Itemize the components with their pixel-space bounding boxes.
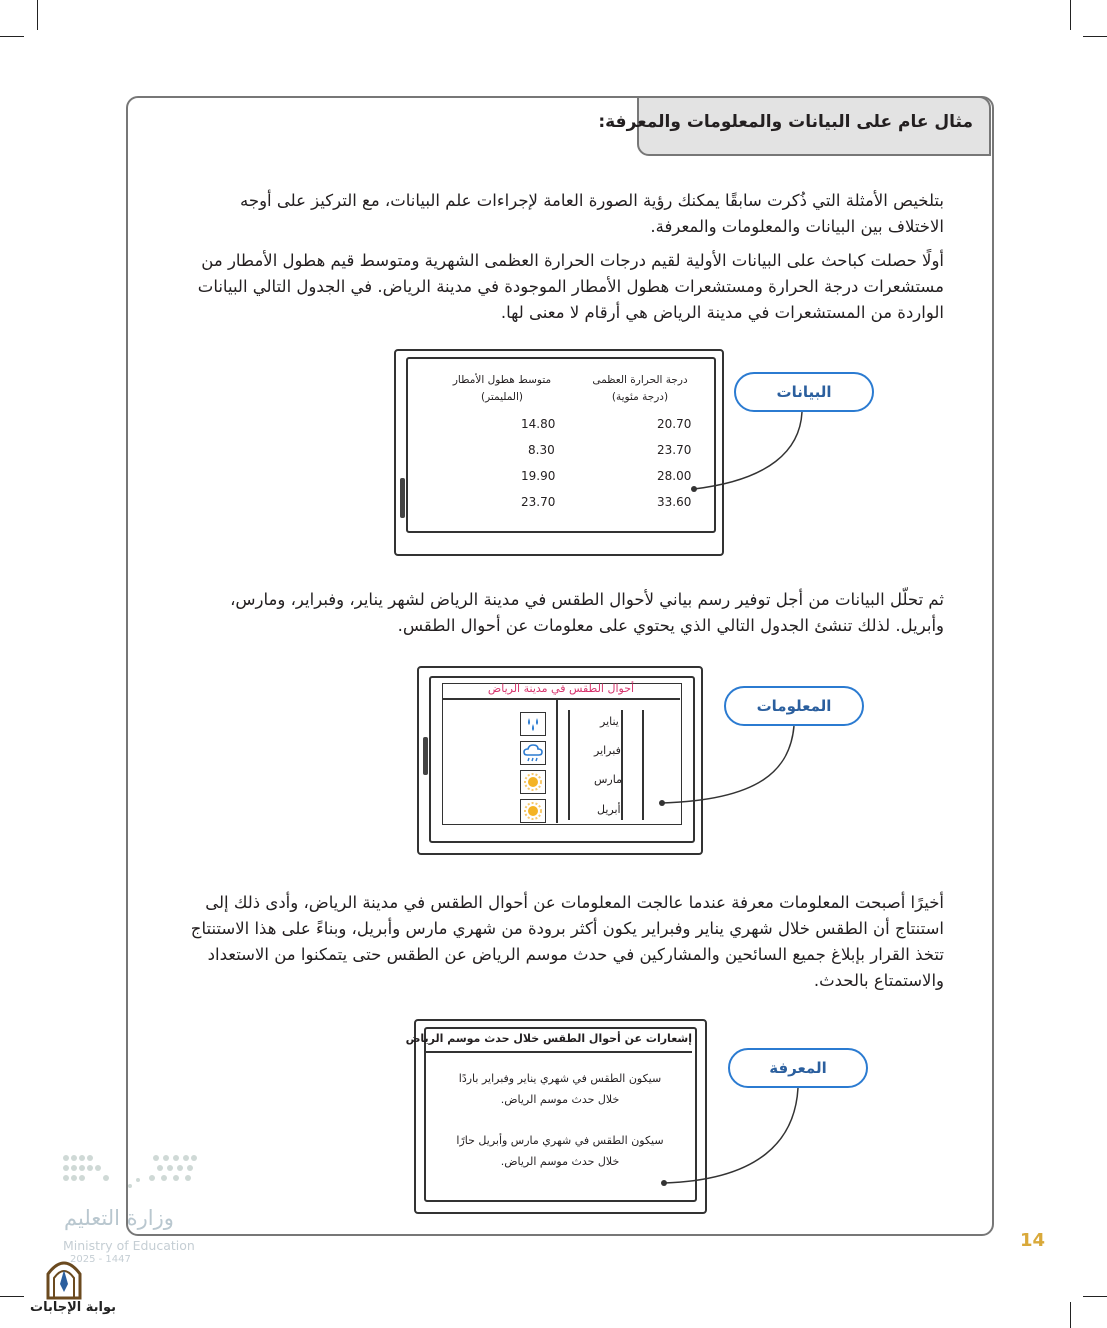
text-line: بتلخيص الأمثلة التي ذُكرت سابقًا يمكنك رؤية الصورة العامة لإجراءات علم البيانات، مع التركيز على أوجه xyxy=(240,191,944,210)
table-cell-temp: 33.60 xyxy=(657,495,692,509)
col-header-rain-line1: متوسط هطول الأمطار xyxy=(452,374,552,386)
col-header-temp-line2: (درجة مئوية) xyxy=(611,391,669,403)
month-label: يناير xyxy=(600,715,619,728)
knowledge-line: سيكون الطقس في شهري يناير وفبراير باردًا xyxy=(458,1072,662,1085)
table-cell-rain: 8.30 xyxy=(528,443,555,457)
text-line: تتخذ القرار بإبلاغ جميع السائحين والمشاركين في حدث موسم الرياض عن الطقس حتى يتمكنوا من الاستعداد xyxy=(207,945,944,964)
site-logo-icon xyxy=(44,1256,84,1300)
connector-dot xyxy=(661,1180,667,1186)
month-label: أبريل xyxy=(597,803,621,816)
col-header-rain-line2: (المليمتر) xyxy=(480,391,524,403)
table-cell-rain: 23.70 xyxy=(521,495,556,509)
col-header-temp-line1: درجة الحرارة العظمى xyxy=(592,374,688,386)
table-cell-rain: 14.80 xyxy=(521,417,556,431)
text-line: مستشعرات درجة الحرارة ومستشعرات هطول الأمطار الموجودة في مدينة الرياض. في الجدول التالي البيانات xyxy=(197,277,944,296)
text-line: ثم تحلّل البيانات من أجل توفير رسم بياني لأحوال الطقس في مدينة الرياض لشهر يناير، وفبراير، ومارس، xyxy=(230,590,944,609)
connector-dot xyxy=(659,800,665,806)
ministry-logo-dots xyxy=(60,1150,205,1195)
text-line: الواردة من المستشعرات في مدينة الرياض هي أرقام لا معنى لها. xyxy=(500,303,944,322)
section-title: مثال عام على البيانات والمعلومات والمعرفة: xyxy=(598,112,973,132)
label-data: البيانات xyxy=(734,372,874,412)
knowledge-line: خلال حدث موسم الرياض. xyxy=(500,1155,620,1168)
text-line: والاستمتاع بالحدث. xyxy=(813,971,944,990)
month-label: فبراير xyxy=(594,744,621,757)
connector-knowledge xyxy=(664,1088,798,1183)
knowledge-box-title: إشعارات عن أحوال الطقس خلال حدث موسم الرياض xyxy=(405,1032,692,1045)
connector-information xyxy=(662,726,794,803)
table-cell-temp: 28.00 xyxy=(657,469,692,483)
text-line: أخيرًا أصبحت المعلومات معرفة عندما عالجت المعلومات عن أحوال الطقس في مدينة الرياض، وأدى ذلك إلى xyxy=(205,893,944,912)
site-name: بوابة الإجابات xyxy=(30,1300,116,1315)
table-cell-rain: 19.90 xyxy=(521,469,556,483)
knowledge-line: خلال حدث موسم الرياض. xyxy=(500,1093,620,1106)
knowledge-line: سيكون الطقس في شهري مارس وأبريل حارًا xyxy=(456,1134,664,1147)
label-information: المعلومات xyxy=(724,686,864,726)
label-knowledge: المعرفة xyxy=(728,1048,868,1088)
month-label: مارس xyxy=(594,773,622,786)
text-line: استنتاج أن الطقس خلال شهري يناير وفبراير يكون أكثر برودة من شهري مارس وأبريل، وبناءً على هذا الاستنتاج xyxy=(190,919,944,938)
connector-data xyxy=(694,412,802,489)
ministry-name-english: Ministry of Education xyxy=(63,1238,195,1253)
table-cell-temp: 20.70 xyxy=(657,417,692,431)
text-line: وأبريل. لذلك تنشئ الجدول التالي الذي يحتوي على معلومات عن أحوال الطقس. xyxy=(397,616,944,635)
text-line: الاختلاف بين البيانات والمعلومات والمعرفة. xyxy=(650,217,944,236)
table-cell-temp: 23.70 xyxy=(657,443,692,457)
ministry-years: 2025 - 1447 xyxy=(70,1254,131,1265)
text-line: أولًا حصلت كباحث على البيانات الأولية لقيم درجات الحرارة العظمى الشهرية ومتوسط قيم هطول الأمطار من xyxy=(201,251,944,270)
page-number: 14 xyxy=(1020,1230,1046,1251)
ministry-name-arabic: وزارة التعليم xyxy=(64,1206,174,1230)
information-table-title: أحوال الطقس في مدينة الرياض xyxy=(487,682,635,695)
connector-dot xyxy=(691,486,697,492)
